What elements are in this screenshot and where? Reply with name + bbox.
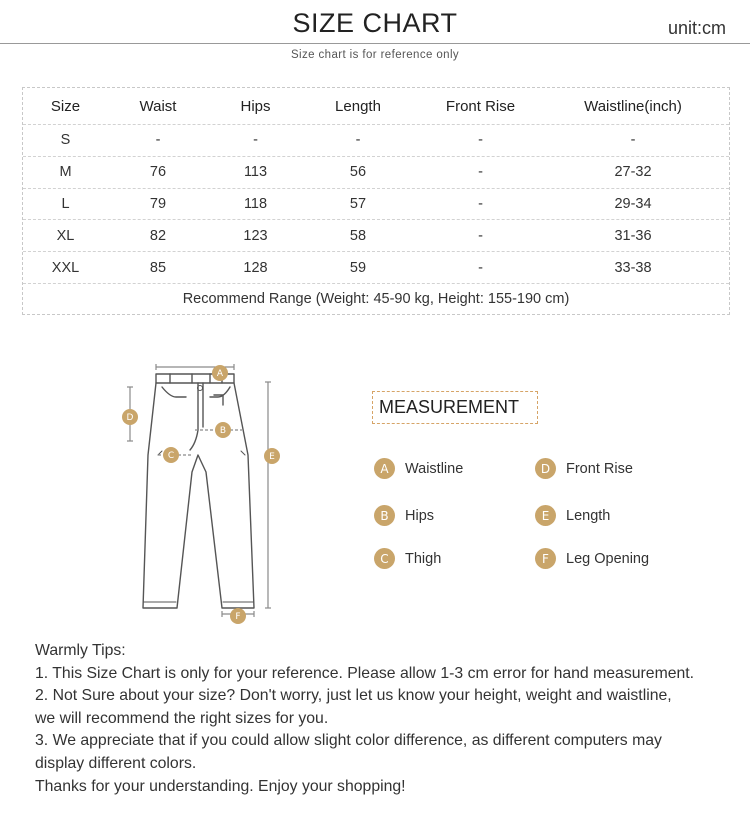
legend-item-hips [374, 505, 434, 526]
column-header: Length [335, 97, 381, 115]
legend-label: Hips [405, 507, 435, 524]
table-cell: 123 [243, 227, 268, 244]
unit-label: unit:cm [667, 18, 726, 38]
legend-label: Thigh [405, 550, 442, 567]
legend-label: Leg Opening [566, 550, 650, 567]
tips-section [35, 640, 735, 798]
badge-b: B [374, 505, 395, 526]
legend-item-front-rise [535, 458, 633, 479]
marker-c [163, 447, 179, 463]
column-header: Hips [240, 97, 271, 115]
table-cell: - [355, 132, 361, 149]
table-cell: 27-32 [614, 164, 652, 181]
legend-item-length [535, 505, 610, 526]
table-row [23, 157, 729, 189]
marker-a [212, 365, 228, 381]
table-row [23, 189, 729, 221]
table-cell: S [60, 132, 71, 149]
column-header: Size [50, 97, 81, 115]
svg-text:A: A [216, 369, 224, 379]
table-cell: 56 [349, 164, 367, 181]
legend-item-thigh [374, 548, 441, 569]
table-row [23, 125, 729, 157]
table-cell: 113 [243, 164, 268, 181]
subtitle: Size chart is for reference only [290, 49, 460, 61]
table-cell: 118 [243, 195, 268, 212]
legend-item-waistline [374, 458, 463, 479]
svg-text:D: D [126, 413, 134, 423]
svg-text:C: C [167, 451, 175, 461]
table-cell: L [61, 195, 70, 212]
table-row [23, 220, 729, 252]
table-cell: 29-34 [614, 195, 652, 212]
legend-item-leg-opening [535, 548, 649, 569]
page-title: SIZE CHART [292, 8, 458, 38]
table-cell: 79 [149, 195, 167, 212]
tip-line: 1. This Size Chart is only for your reference. Please allow 1-3 cm error for hand measurement. [35, 664, 695, 682]
legend-label: Waistline [405, 460, 464, 477]
legend-label: Length [566, 507, 611, 524]
table-cell: XXL [51, 259, 80, 276]
table-cell: - [478, 259, 483, 276]
marker-f [230, 608, 246, 624]
badge-e: E [535, 505, 556, 526]
table-cell: 128 [243, 259, 268, 276]
table-cell: - [630, 132, 636, 149]
tip-line: 2. Not Sure about your size? Don't worry, just let us know your height, weight and waistline, [35, 687, 672, 705]
svg-text:F: F [235, 612, 241, 622]
marker-d [122, 409, 138, 425]
marker-e [264, 448, 280, 464]
table-cell: 82 [149, 227, 167, 244]
table-cell: 58 [349, 227, 367, 244]
table-cell: 31-36 [614, 227, 652, 244]
table-cell: M [59, 164, 72, 181]
table-cell: 59 [349, 259, 367, 276]
table-cell: - [478, 195, 483, 212]
column-header: Waistline(inch) [584, 97, 682, 115]
tip-line: display different colors. [35, 754, 197, 772]
badge-d: D [535, 458, 556, 479]
table-cell: 76 [149, 164, 167, 181]
column-header: Front Rise [445, 97, 516, 115]
table-cell: - [478, 164, 483, 181]
table-cell: - [155, 132, 161, 149]
table-cell: XL [56, 227, 75, 244]
badge-f: F [535, 548, 556, 569]
title-divider [0, 43, 750, 44]
tip-line: Thanks for your understanding. Enjoy your shopping! [35, 777, 406, 795]
badge-a: A [374, 458, 395, 479]
pants-diagram [110, 355, 310, 630]
table-row [23, 252, 729, 284]
tip-line: we will recommend the right sizes for you. [35, 709, 329, 727]
table-cell: 33-38 [614, 259, 652, 276]
tips-heading: Warmly Tips: [35, 642, 126, 659]
table-cell: - [253, 132, 258, 149]
table-cell: - [478, 132, 483, 149]
table-cell: - [478, 227, 483, 244]
recommend-range: Recommend Range (Weight: 45-90 kg, Height: 155-190 cm) [182, 290, 570, 307]
tip-line: 3. We appreciate that if you could allow slight color difference, as different computers may [35, 732, 662, 750]
legend-label: Front Rise [566, 460, 633, 477]
column-header: Waist [139, 97, 177, 115]
table-header-row [23, 88, 729, 125]
table-cell: 57 [349, 195, 367, 212]
marker-b [215, 422, 231, 438]
svg-text:B: B [219, 426, 227, 436]
table-cell: 85 [149, 259, 167, 276]
badge-c: C [374, 548, 395, 569]
svg-text:E: E [269, 452, 275, 462]
measurement-heading: MEASUREMENT [372, 391, 538, 424]
size-table [22, 87, 730, 315]
